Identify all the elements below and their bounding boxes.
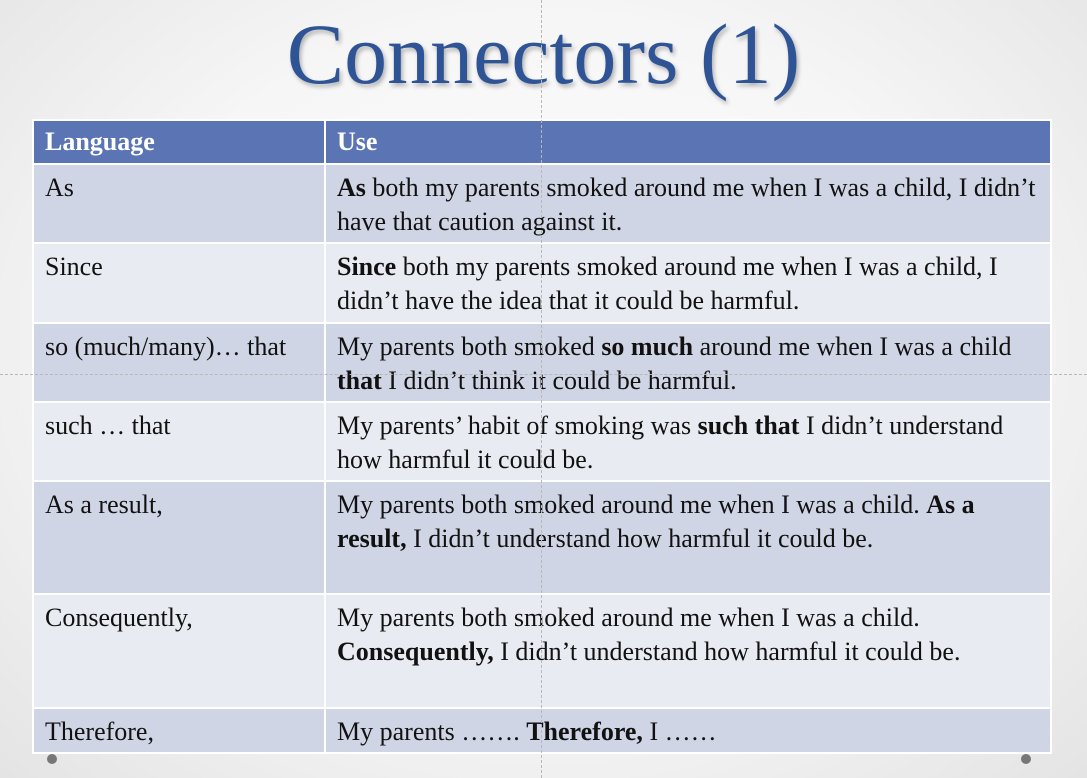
example-text: I didn’t understand how harmful it could be.	[406, 524, 874, 554]
language-cell: As	[33, 164, 325, 243]
header-language: Language	[33, 120, 325, 164]
connector-keyword: so much	[601, 331, 694, 361]
use-cell	[325, 323, 1051, 402]
use-cell	[325, 481, 1051, 594]
language-cell: such … that	[33, 402, 325, 481]
use-cell	[325, 243, 1051, 322]
example-text: I didn’t understand how harmful it could be.	[493, 637, 961, 667]
connectors-table	[32, 119, 1052, 754]
language-cell: Consequently,	[33, 594, 325, 707]
example-text: around me when I was a child	[693, 331, 1012, 361]
example-text: both my parents smoked around me when I was a child, I didn’t have that caution against it.	[337, 173, 1036, 236]
table-row	[33, 323, 1051, 402]
language-cell: so (much/many)… that	[33, 323, 325, 402]
language-cell: Therefore,	[33, 708, 325, 753]
connector-keyword: Since	[337, 252, 397, 282]
example-text: My parents both smoked around me when I was a child.	[337, 490, 927, 520]
connector-keyword: such that	[697, 410, 800, 440]
table-row	[33, 481, 1051, 594]
connector-keyword: Consequently,	[337, 637, 494, 667]
resize-handle-bottom-left[interactable]	[47, 754, 57, 764]
table-row	[33, 594, 1051, 707]
example-text: My parents …….	[337, 716, 527, 746]
table-header-row	[33, 120, 1051, 164]
example-text: both my parents smoked around me when I was a child, I didn’t have the idea that it could be harmful.	[337, 252, 998, 316]
slide-title: Connectors (1)	[286, 6, 801, 102]
horizontal-guide-line	[0, 374, 1087, 375]
example-text: My parents both smoked	[337, 331, 602, 361]
connector-keyword: Therefore,	[526, 716, 643, 746]
example-text: I ……	[642, 716, 717, 746]
example-text: I didn’t think it could be harmful.	[381, 365, 737, 395]
table-row	[33, 708, 1051, 753]
connector-keyword: As	[337, 173, 366, 202]
use-cell	[325, 708, 1051, 753]
language-cell: As a result,	[33, 481, 325, 594]
use-cell	[325, 594, 1051, 707]
table-row	[33, 164, 1051, 243]
connector-keyword: As a result,	[337, 490, 975, 554]
resize-handle-bottom-right[interactable]	[1021, 754, 1031, 764]
language-cell: Since	[33, 243, 325, 322]
example-text: My parents both smoked around me when I was a child.	[337, 603, 920, 633]
table-row	[33, 243, 1051, 322]
header-use: Use	[325, 120, 1051, 164]
example-text: I didn’t understand how harmful it could be.	[337, 410, 1004, 474]
table-row	[33, 402, 1051, 481]
use-cell	[325, 164, 1051, 243]
connector-keyword: that	[337, 365, 382, 395]
vertical-guide-line	[541, 0, 542, 778]
example-text: My parents’ habit of smoking was	[337, 410, 698, 440]
use-cell	[325, 402, 1051, 481]
